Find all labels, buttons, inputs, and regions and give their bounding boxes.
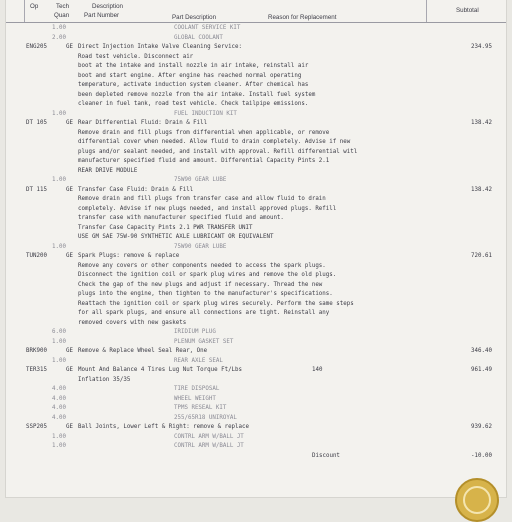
part-quantity: 1.00 xyxy=(52,25,66,31)
op-code: SSP205 xyxy=(26,424,47,430)
tech-code: GE xyxy=(66,44,73,50)
op-code: ENG205 xyxy=(26,44,47,50)
description-line xyxy=(6,91,506,100)
op-line xyxy=(6,366,506,375)
line-description: Direct Injection Intake Valve Cleaning Service: xyxy=(78,44,243,50)
repair-order-sheet xyxy=(6,0,506,497)
op-code: TUN200 xyxy=(26,253,47,259)
part-line xyxy=(6,328,506,337)
op-code: BRK900 xyxy=(26,348,47,354)
op-line xyxy=(6,43,506,52)
line-subtotal: 138.42 xyxy=(471,120,492,126)
line-description: transfer case with manufacturer specified fluid and amount. xyxy=(78,215,284,221)
line-description: Remove any covers or other components needed to access the spark plugs. xyxy=(78,262,326,269)
line-description: boot and start engine. After engine has reached normal operating xyxy=(78,72,302,79)
op-line xyxy=(6,119,506,128)
line-description: differential cover when needed. Allow fluid to drain completely. Advise if new xyxy=(78,139,351,145)
tech-code: GE xyxy=(66,367,73,373)
description-line xyxy=(6,195,506,204)
part-description: COOLANT SERVICE KIT xyxy=(174,25,241,31)
part-description: 75W90 GEAR LUBE xyxy=(174,243,227,250)
discount-label: Discount xyxy=(312,452,340,459)
line-description: plugs into the engine, then tighten to the manufacturer's specifications. xyxy=(78,291,333,297)
op-code: TER315 xyxy=(26,367,47,373)
part-description: REAR AXLE SEAL xyxy=(174,357,223,364)
description-line xyxy=(6,205,506,214)
line-description: Reattach the ignition coil or spark plug wires securely. Perform the same steps xyxy=(78,300,354,307)
description-line xyxy=(6,271,506,280)
part-line xyxy=(6,395,506,404)
line-description: REAR DRIVE MODULE xyxy=(78,167,138,174)
description-line xyxy=(6,129,506,138)
line-description: USE GM SAE 75W-90 SYNTHETIC AXLE LUBRICANT OR EQUIVALENT xyxy=(78,234,274,240)
line-description: temperature, activate induction system cleaner. After chemical has xyxy=(78,82,309,88)
part-quantity: 1.00 xyxy=(52,433,66,440)
description-line xyxy=(6,62,506,71)
line-description: Transfer Case Capacity Pints 2.1 PWR TRANSFER UNIT xyxy=(78,224,253,231)
header-reason: Reason for Replacement xyxy=(268,14,337,21)
line-subtotal: -10.00 xyxy=(471,452,492,459)
torque-value: 140 xyxy=(312,367,323,373)
description-line xyxy=(6,376,506,385)
part-quantity: 1.00 xyxy=(52,338,66,345)
tech-code: GE xyxy=(66,186,73,193)
part-line xyxy=(6,110,506,119)
line-description: plugs and/or sealant needed, and install with approval. Refill differential witl xyxy=(78,148,358,155)
part-line xyxy=(6,176,506,185)
description-line xyxy=(6,81,506,90)
op-line xyxy=(6,252,506,261)
part-quantity: 1.00 xyxy=(52,443,66,449)
part-quantity: 4.00 xyxy=(52,395,66,402)
line-description: Spark Plugs: remove & replace xyxy=(78,253,180,259)
line-description: Road test vehicle. Disconnect air xyxy=(78,53,194,60)
tech-code: GE xyxy=(66,120,73,126)
column-divider xyxy=(426,0,427,22)
description-line xyxy=(6,319,506,328)
line-description: Mount And Balance 4 Tires Lug Nut Torque Ft/Lbs xyxy=(78,367,243,373)
header-quan: Quan xyxy=(54,12,70,19)
description-line xyxy=(6,148,506,157)
part-description: TIRE DISPOSAL xyxy=(174,386,220,392)
line-description: boot at the intake and install nozzle in air intake, reinstall air xyxy=(78,63,309,69)
part-quantity: 1.00 xyxy=(52,243,66,250)
line-description: Ball Joints, Lower Left & Right: remove & replace xyxy=(78,424,250,430)
column-divider xyxy=(24,0,25,22)
op-line xyxy=(6,186,506,195)
part-description: IRIDIUM PLUG xyxy=(174,329,216,335)
tech-code: GE xyxy=(66,348,73,354)
header-tech: Tech xyxy=(56,3,70,10)
description-line xyxy=(6,157,506,166)
line-description: Inflation 35/35 xyxy=(78,376,131,383)
line-description: manufacturer specified fluid and amount. Differential Capacity Pints 2.1 xyxy=(78,158,330,164)
line-subtotal: 234.95 xyxy=(471,44,492,50)
part-line xyxy=(6,404,506,413)
op-code: DT 115 xyxy=(26,186,47,193)
line-description: Remove drain and fill plugs from transfer case and allow fluid to drain xyxy=(78,196,326,202)
part-line xyxy=(6,34,506,43)
part-quantity: 4.00 xyxy=(52,405,66,411)
line-subtotal: 346.40 xyxy=(471,348,492,354)
description-line xyxy=(6,214,506,223)
line-description: Rear Differential Fluid: Drain & Fill xyxy=(78,120,208,126)
header-subtotal: Subtotal xyxy=(456,7,479,14)
op-line xyxy=(6,423,506,432)
tech-code: GE xyxy=(66,253,73,259)
line-subtotal: 720.61 xyxy=(471,253,492,259)
line-description: Remove drain and fill plugs from differential when applicable, or remove xyxy=(78,129,330,136)
line-description: Check the gap of the new plugs and adjust if necessary. Thread the new xyxy=(78,281,323,288)
description-line xyxy=(6,100,506,109)
part-description: 255/65R18 UNIROYAL xyxy=(174,414,237,421)
part-description: PLENUM GASKET SET xyxy=(174,338,234,345)
column-header xyxy=(6,0,506,23)
part-description: 75W90 GEAR LUBE xyxy=(174,177,227,183)
part-line xyxy=(6,414,506,423)
part-line xyxy=(6,385,506,394)
tech-code: GE xyxy=(66,424,73,430)
part-line xyxy=(6,357,506,366)
part-quantity: 1.00 xyxy=(52,357,66,364)
header-description: Description xyxy=(92,3,123,10)
line-description: for all spark plugs, and ensure all connections are tight. Reinstall any xyxy=(78,310,330,316)
part-quantity: 4.00 xyxy=(52,386,66,392)
description-line xyxy=(6,224,506,233)
line-description: been depleted remove nozzle from the air intake. Install fuel system xyxy=(78,91,316,98)
line-subtotal: 138.42 xyxy=(471,186,492,193)
header-part-number: Part Number xyxy=(84,12,120,19)
part-description: FUEL INDUCTION KIT xyxy=(174,110,237,117)
part-description: CONTRL ARM W/BALL JT xyxy=(174,443,244,449)
part-description: GLOBAL COOLANT xyxy=(174,34,223,41)
description-line xyxy=(6,300,506,309)
description-line xyxy=(6,262,506,271)
header-part-description: Part Description xyxy=(172,14,217,21)
part-line xyxy=(6,243,506,252)
description-line xyxy=(6,290,506,299)
description-line xyxy=(6,233,506,242)
description-line xyxy=(6,72,506,81)
corner-seal-ring xyxy=(463,486,491,514)
description-line xyxy=(6,309,506,318)
part-line xyxy=(6,338,506,347)
line-subtotal: 961.49 xyxy=(471,367,492,373)
description-line xyxy=(6,452,506,461)
line-description: Transfer Case Fluid: Drain & Fill xyxy=(78,186,194,193)
part-quantity: 1.00 xyxy=(52,177,66,183)
line-description: cleaner in fuel tank, road test vehicle. Check tailpipe emissions. xyxy=(78,101,309,107)
part-quantity: 4.00 xyxy=(52,414,66,421)
line-description: Disconnect the ignition coil or spark plug wires and remove the old plugs. xyxy=(78,272,337,278)
line-description: Remove & Replace Wheel Seal Rear, One xyxy=(78,348,208,354)
part-quantity: 1.00 xyxy=(52,110,66,117)
line-subtotal: 939.62 xyxy=(471,424,492,430)
description-line xyxy=(6,281,506,290)
description-line xyxy=(6,53,506,62)
part-quantity: 2.00 xyxy=(52,34,66,41)
part-description: TPMS RESEAL KIT xyxy=(174,405,227,411)
header-op: Op xyxy=(30,3,39,10)
line-description: completely. Advise if new plugs needed, and install approved plugs. Refill xyxy=(78,205,337,212)
op-line xyxy=(6,347,506,356)
part-line xyxy=(6,442,506,451)
part-line xyxy=(6,433,506,442)
line-description: removed covers with new gaskets xyxy=(78,319,187,326)
part-description: WHEEL WEIGHT xyxy=(174,395,216,402)
part-description: CONTRL ARM W/BALL JT xyxy=(174,433,244,440)
part-line xyxy=(6,24,506,33)
description-line xyxy=(6,138,506,147)
part-quantity: 6.00 xyxy=(52,329,66,335)
op-code: DT 105 xyxy=(26,120,47,126)
description-line xyxy=(6,167,506,176)
